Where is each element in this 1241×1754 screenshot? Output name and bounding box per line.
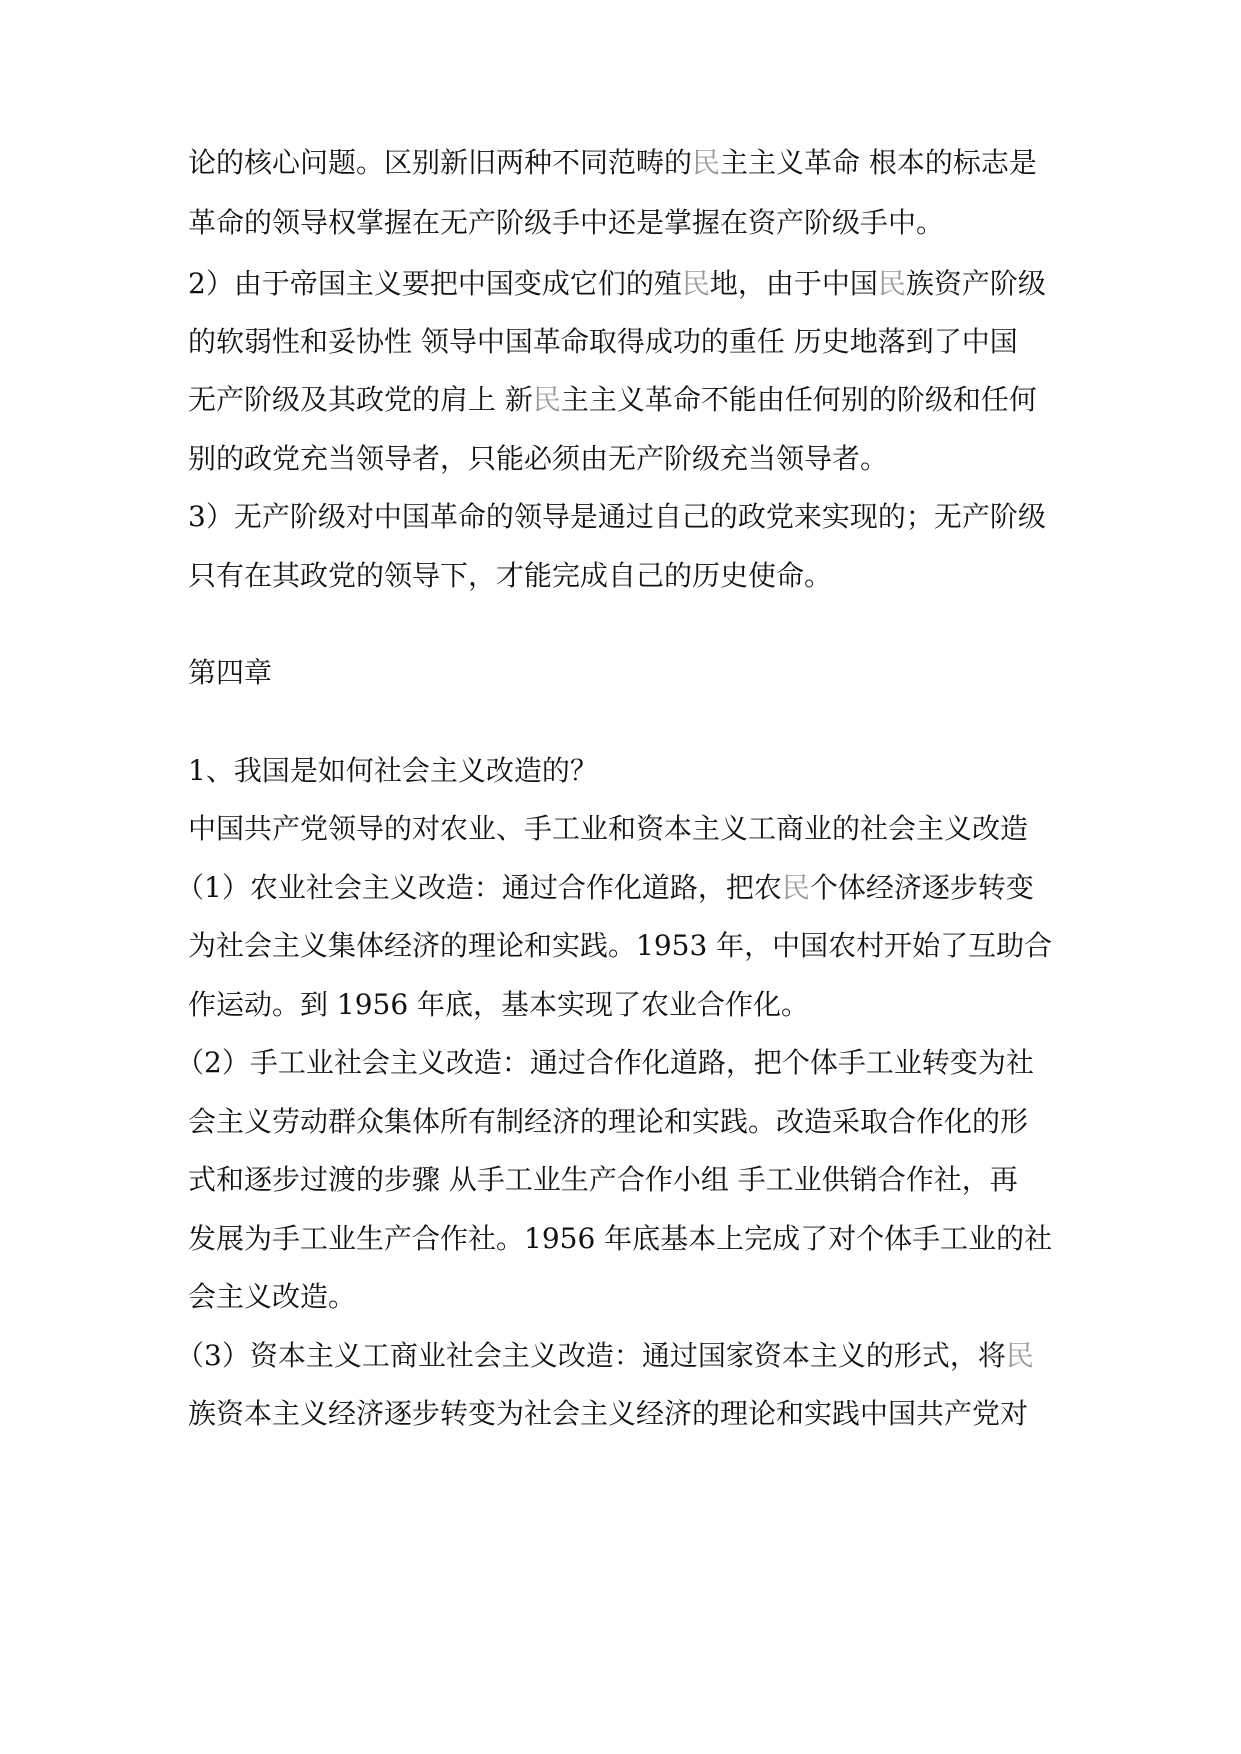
text-line [188,264,1088,304]
text-line [188,985,1088,1025]
text-line [188,497,1088,537]
text-line [188,203,1088,243]
text-line [176,1043,1076,1083]
text-segment: 论的核心问题。区别新旧两种不同范畴的 [188,146,693,179]
text-segment: （1）农业社会主义改造：通过合作化道路，把农 [176,871,782,904]
text-line [188,322,1088,362]
text-segment: 主主义革命不能由任何别的阶级和任何 [560,383,1037,416]
text-line [176,1336,1076,1376]
text-segment: 民 [1005,1339,1034,1372]
text-segment: 革命的领导权掌握在无产阶级手中还是掌握在资产阶级手中。 [188,206,945,239]
text-segment: 发展为手工业生产合作社。1956 年底基本上完成了对个体手工业的社 [188,1222,1053,1255]
question-heading [188,751,1088,791]
text-line [188,380,1088,420]
text-segment: 第四章 [188,656,273,689]
text-line [188,1102,1088,1142]
text-segment: 主主义革命 根本的标志是 [720,146,1037,179]
text-segment: 1、我国是如何社会主义改造的？ [188,754,598,787]
text-segment: 的软弱性和妥协性 领导中国革命取得成功的重任 历史地落到了中国 [188,325,1018,358]
text-segment: 民 [781,871,810,904]
text-segment: 无产阶级及其政党的肩上 新 [188,383,533,416]
text-segment: 民 [692,146,721,179]
text-line [188,439,1088,479]
chapter-heading [188,653,1088,693]
text-segment: 别的政党充当领导者，只能必须由无产阶级充当领导者。 [188,442,889,475]
text-segment: （3）资本主义工商业社会主义改造：通过国家资本主义的形式，将 [176,1339,1006,1372]
text-segment: 会主义劳动群众集体所有制经济的理论和实践。改造采取合作化的形 [188,1105,1029,1138]
text-segment: 只有在其政党的领导下，才能完成自己的历史使命。 [188,559,833,592]
text-line [188,1219,1088,1259]
text-line [188,143,1088,183]
text-line [188,926,1088,966]
text-segment: 族资本主义经济逐步转变为社会主义经济的理论和实践中国共产党对 [188,1397,1029,1430]
text-line [188,809,1088,849]
text-line [188,1160,1088,1200]
text-line [188,1394,1088,1434]
text-segment: 个体经济逐步转变 [809,871,1034,904]
text-segment: 族资产阶级 [905,267,1046,300]
text-segment: 中国共产党领导的对农业、手工业和资本主义工商业的社会主义改造 [188,812,1029,845]
text-segment: 2）由于帝国主义要把中国变成它们的殖 [188,267,682,300]
text-segment: 会主义改造。 [188,1280,357,1313]
text-segment: 3）无产阶级对中国革命的领导是通过自己的政党来实现的；无产阶级 [188,500,1046,533]
text-segment: 作运动。到 1956 年底，基本实现了农业合作化。 [188,988,810,1021]
text-segment: 式和逐步过渡的步骤 从手工业生产合作小组 手工业供销合作社，再 [188,1163,1018,1196]
text-segment: 民 [532,383,561,416]
text-segment: 地，由于中国 [709,267,878,300]
text-line [176,868,1076,908]
text-segment: 民 [877,267,906,300]
text-line [188,556,1088,596]
text-segment: （2）手工业社会主义改造：通过合作化道路，把个体手工业转变为社 [176,1046,1034,1079]
text-segment: 为社会主义集体经济的理论和实践。1953 年，中国农村开始了互助合 [188,929,1053,962]
text-segment: 民 [681,267,710,300]
text-line [188,1277,1088,1317]
